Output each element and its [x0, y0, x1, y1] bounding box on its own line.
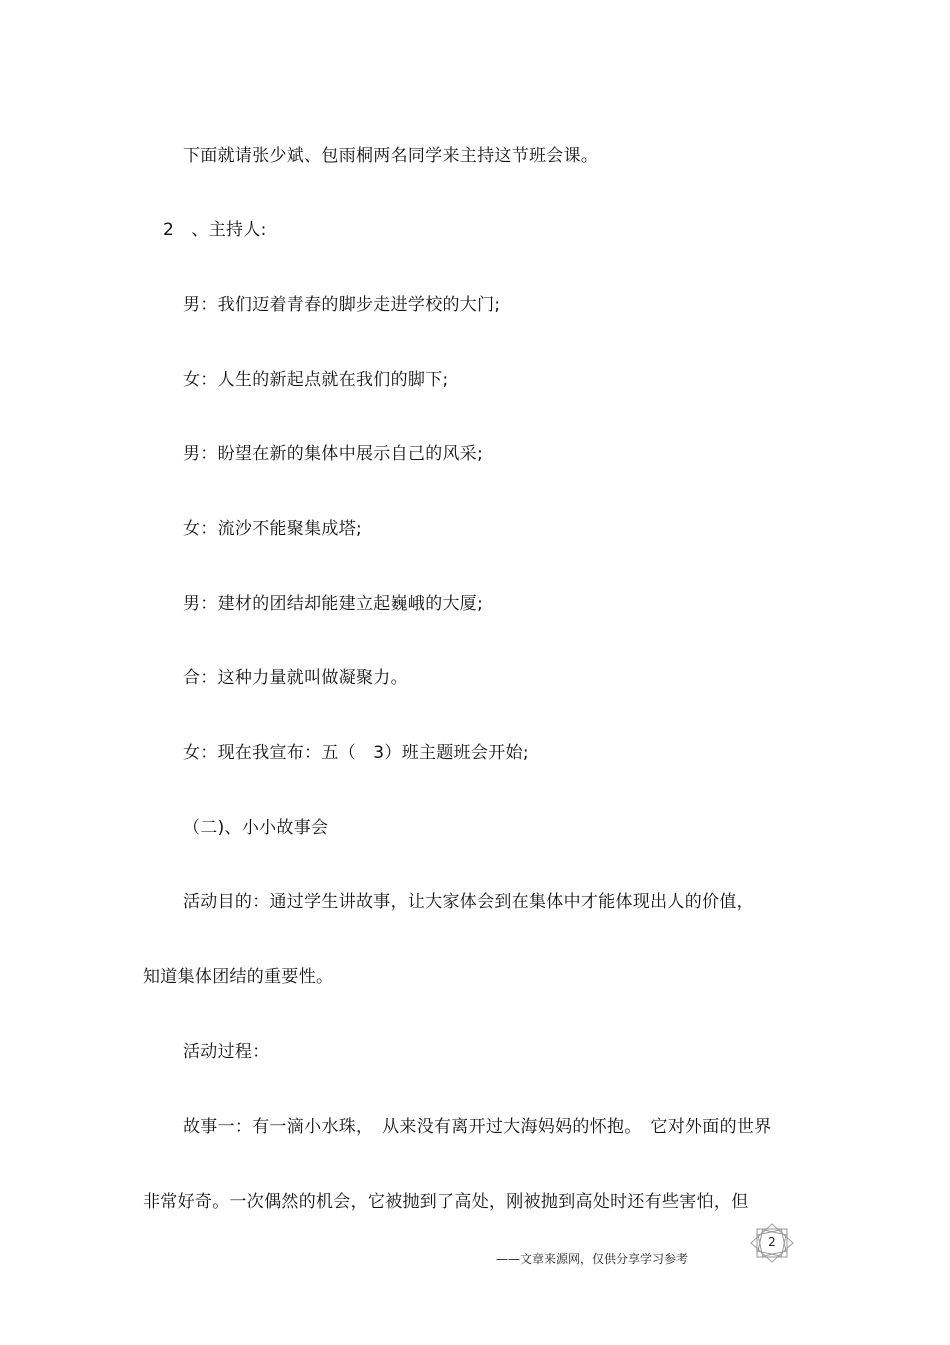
body-line-process: 活动过程： — [183, 1042, 270, 1062]
body-line-female-2: 女：流沙不能聚集成塔; — [183, 519, 363, 539]
body-line-purpose: 活动目的：通过学生讲故事，让大家体会到在集体中才能体现出人的价值， — [183, 892, 754, 912]
body-line-story-1: 故事一：有一滴小水珠， 从来没有离开过大海妈妈的怀抱。 它对外面的世界 — [183, 1117, 772, 1137]
body-line-story-1-cont: 非常好奇。一次偶然的机会，它被抛到了高处，刚被抛到高处时还有些害怕，但 — [143, 1192, 749, 1212]
section-heading-host: 2 、主持人: — [163, 220, 267, 240]
body-line-intro: 下面就请张少斌、包雨桐两名同学来主持这节班会课。 — [183, 146, 599, 166]
body-line-male-2: 男：盼望在新的集体中展示自己的风采; — [183, 444, 484, 464]
page-number: 2 — [768, 1235, 776, 1249]
body-line-male-1: 男：我们迈着青春的脚步走进学校的大门; — [183, 295, 501, 315]
body-line-female-3: 女：现在我宣布：五（ 3）班主题班会开始; — [183, 743, 529, 763]
footer-source-note: ——文章来源网，仅供分享学习参考 — [496, 1252, 689, 1266]
page-number-badge — [749, 1223, 795, 1263]
section-heading-story: （二)、小小故事会 — [183, 818, 329, 838]
body-line-purpose-cont: 知道集体团结的重要性。 — [143, 967, 334, 987]
body-line-together: 合：这种力量就叫做凝聚力。 — [183, 668, 408, 688]
body-line-female-1: 女：人生的新起点就在我们的脚下; — [183, 370, 449, 390]
body-line-male-3: 男：建材的团结却能建立起巍峨的大厦; — [183, 594, 484, 614]
